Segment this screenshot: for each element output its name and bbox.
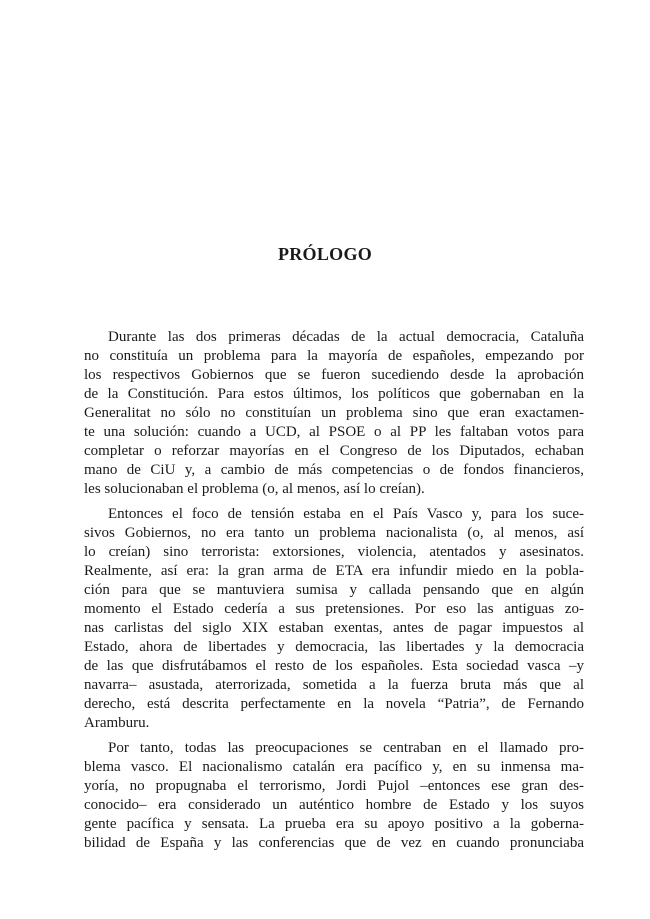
text-line: Por tanto, todas las preocupaciones se centraban en el llamado pro- [108,740,584,756]
text-line: no constituía un problema para la mayoría de españoles, empezando por [84,348,584,364]
text-line: nas carlistas del siglo XIX estaban exentas, antes de pagar impuestos al [84,620,584,636]
body-text [84,328,584,859]
text-line: Durante las dos primeras décadas de la actual democracia, Cataluña [108,329,584,345]
paragraph [84,505,584,733]
text-line: de la Constitución. Para estos últimos, los políticos que gobernaban en la [84,386,584,402]
text-line: Entonces el foco de tensión estaba en el País Vasco y, para los suce- [108,506,584,522]
text-line: mano de CiU y, a cambio de más competencias o de fondos financieros, [84,462,584,478]
text-line: te una solución: cuando a UCD, al PSOE o al PP les faltaban votos para [84,424,584,440]
text-line: bilidad de España y las conferencias que de vez en cuando pronunciaba [84,835,584,851]
paragraph [84,328,584,499]
text-line: conocido– era considerado un auténtico hombre de Estado y los suyos [84,797,584,813]
text-line: Generalitat no sólo no constituían un problema sino que eran exactamen- [84,405,584,421]
text-line: ción para que se mantuviera sumisa y callada pensando que en algún [84,582,584,598]
text-line: Aramburu. [84,715,150,731]
text-line: yoría, no propugnaba el terrorismo, Jordi Pujol –entonces ese gran des- [84,778,584,794]
text-line: de las que disfrutábamos el resto de los españoles. Esta sociedad vasca –y [84,658,584,674]
text-line: les solucionaban el problema (o, al menos, así lo creían). [84,481,425,497]
text-line: momento el Estado cedería a sus pretensiones. Por eso las antiguas zo- [84,601,584,617]
text-line: los respectivos Gobiernos que se fueron sucediendo desde la aprobación [84,367,584,383]
text-line: Estado, ahora de libertades y democracia, las libertades y la democracia [84,639,584,655]
text-line: derecho, está descrita perfectamente en la novela “Patria”, de Fernando [84,696,584,712]
text-line: navarra– asustada, aterrorizada, sometida a la fuerza bruta más que al [84,677,584,693]
chapter-title: PRÓLOGO [277,244,373,264]
text-line: blema vasco. El nacionalismo catalán era pacífico y, en su inmensa ma- [84,759,584,775]
text-line: lo creían) sino terrorista: extorsiones, violencia, atentados y asesinatos. [84,544,584,560]
paragraph [84,739,584,853]
text-line: completar o reforzar mayorías en el Congreso de los Diputados, echaban [84,443,584,459]
text-line: gente pacífica y sensata. La prueba era su apoyo positivo a la goberna- [84,816,584,832]
text-line: sivos Gobiernos, no era tanto un problema nacionalista (o, al menos, así [84,525,584,541]
text-line: Realmente, así era: la gran arma de ETA era infundir miedo en la pobla- [84,563,584,579]
